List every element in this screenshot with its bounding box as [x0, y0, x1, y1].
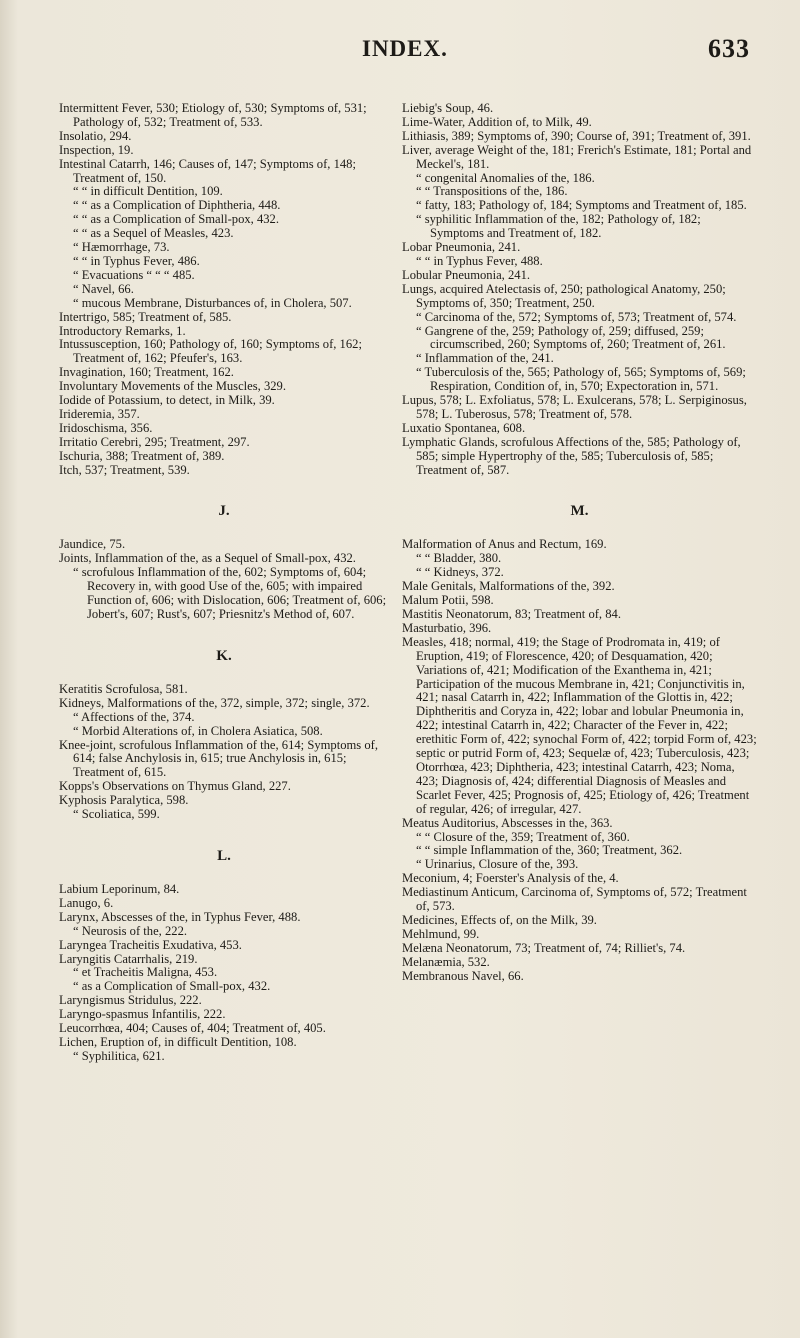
- index-entry: Irideremia, 357.: [59, 406, 140, 421]
- index-entry: Kyphosis Paralytica, 598.: [59, 793, 189, 808]
- index-block-l-continued: [402, 102, 757, 477]
- index-entry: “ Syphilitica, 621.: [73, 1048, 165, 1063]
- index-entry: Liebig's Soup, 46.: [402, 101, 494, 115]
- index-entry: Membranous Navel, 66.: [402, 968, 524, 983]
- index-entry: “ Carcinoma of the, 572; Symptoms of, 573; Treatment of, 574.: [416, 309, 737, 324]
- index-entry: Lobular Pneumonia, 241.: [402, 267, 531, 282]
- index-entry: “ Affections of the, 374.: [73, 709, 195, 724]
- index-entry: Lupus, 578; L. Exfoliatus, 578; L. Exulcerans, 578; L. Serpiginosus, 578; L. Tuberosus, 578; Treatment of, 578.: [402, 393, 747, 421]
- index-entry: Meatus Auditorius, Abscesses in the, 363.: [402, 815, 613, 830]
- index-entry: Lobar Pneumonia, 241.: [402, 240, 521, 255]
- index-entry: “ “ simple Inflammation of the, 360; Treatment, 362.: [416, 843, 683, 858]
- index-entry: Jaundice, 75.: [59, 537, 126, 552]
- index-entry: “ Scoliatica, 599.: [73, 807, 160, 822]
- index-entry: “ Gangrene of the, 259; Pathology of, 259; diffused, 259; circumscribed, 260; Symptoms of, 260; Treatment of, 261.: [416, 323, 726, 352]
- index-entry: Lithiasis, 389; Symptoms of, 390; Course of, 391; Treatment of, 391.: [402, 128, 751, 143]
- index-entry: Leucorrhœa, 404; Causes of, 404; Treatment of, 405.: [59, 1021, 326, 1036]
- index-entry: “ “ Bladder, 380.: [416, 551, 502, 566]
- index-entry: “ Morbid Alterations of, in Cholera Asiatica, 508.: [73, 723, 323, 738]
- index-entry: Kidneys, Malformations of the, 372, simple, 372; single, 372.: [59, 695, 370, 710]
- index-entry: “ “ Kidneys, 372.: [416, 565, 504, 580]
- index-entry: Inspection, 19.: [59, 142, 134, 157]
- index-entry: Lime-Water, Addition of, to Milk, 49.: [402, 114, 592, 129]
- index-entry: Laryngo-spasmus Infantilis, 222.: [59, 1007, 226, 1022]
- index-entry: Laryngitis Catarrhalis, 219.: [59, 951, 198, 966]
- index-entry: Joints, Inflammation of the, as a Sequel of Small-pox, 432.: [59, 551, 356, 566]
- index-entry: “ fatty, 183; Pathology of, 184; Symptoms and Treatment of, 185.: [416, 198, 747, 213]
- index-entry: Intussusception, 160; Pathology of, 160; Symptoms of, 162; Treatment of, 162; Pfeufer's, 163.: [59, 337, 362, 366]
- index-entry: Laryngea Tracheitis Exudativa, 453.: [59, 937, 242, 952]
- index-entry: Mediastinum Anticum, Carcinoma of, Symptoms of, 572; Treatment of, 573.: [402, 885, 747, 914]
- index-entry: Involuntary Movements of the Muscles, 329.: [59, 379, 287, 394]
- index-entry: Laryngismus Stridulus, 222.: [59, 993, 202, 1008]
- page-header: [0, 30, 800, 70]
- index-entry: “ “ as a Sequel of Measles, 423.: [73, 226, 234, 241]
- section-letter-m: M.: [570, 503, 589, 520]
- index-block-i: [59, 102, 389, 477]
- index-entry: “ “ Closure of the, 359; Treatment of, 360.: [416, 829, 630, 844]
- index-entry: Irritatio Cerebri, 295; Treatment, 297.: [59, 434, 250, 449]
- index-entry: Intermittent Fever, 530; Etiology of, 530; Symptoms of, 531; Pathology of, 532; Treatment of, 533.: [59, 101, 367, 129]
- index-entry: Kopps's Observations on Thymus Gland, 227.: [59, 779, 291, 794]
- section-letter-j: J.: [218, 503, 230, 520]
- index-entry: “ “ in Typhus Fever, 488.: [416, 253, 543, 268]
- index-entry: Labium Leporinum, 84.: [59, 881, 180, 896]
- index-entry: Keratitis Scrofulosa, 581.: [59, 681, 188, 696]
- index-entry: Melanæmia, 532.: [402, 954, 490, 969]
- index-entry: “ Tuberculosis of the, 565; Pathology of, 565; Symptoms of, 569; Respiration, Condition of, in, 570; Expectoration in, 571.: [416, 365, 746, 394]
- right-column: [402, 102, 757, 983]
- index-entry: “ scrofulous Inflammation of the, 602; Symptoms of, 604; Recovery in, with good Use of the, 605; with impaired Function of, 606; with Dislocation, 606; Treatment of, 606; Jobert's, 607; Rust's, 607; Priesnitz's Method of, 607.: [73, 565, 387, 621]
- index-entry: “ Navel, 66.: [73, 281, 134, 296]
- index-entry: Iodide of Potassium, to detect, in Milk, 39.: [59, 393, 275, 408]
- index-block-k: [59, 683, 389, 822]
- index-entry: Mehlmund, 99.: [402, 926, 480, 941]
- index-entry: “ “ in Typhus Fever, 486.: [73, 253, 200, 268]
- index-entry: Mastitis Neonatorum, 83; Treatment of, 84.: [402, 607, 621, 621]
- running-title: INDEX.: [362, 36, 448, 61]
- index-entry: “ “ as a Complication of Small-pox, 432.: [73, 212, 280, 227]
- index-entry: Liver, average Weight of the, 181; Frerich's Estimate, 181; Portal and Meckel's, 181.: [402, 142, 752, 171]
- index-entry: Masturbatio, 396.: [402, 620, 492, 635]
- index-entry: “ “ Transpositions of the, 186.: [416, 184, 568, 199]
- index-entry: Malum Potii, 598.: [402, 593, 494, 608]
- index-entry: Introductory Remarks, 1.: [59, 323, 186, 338]
- section-letter-l: L.: [217, 847, 231, 864]
- index-block-l: [59, 883, 389, 1064]
- index-entry: Lymphatic Glands, scrofulous Affections of the, 585; Pathology of, 585; simple Hypertrophy of the, 585; Tuberculosis of, 585; Treatment of, 587.: [402, 434, 741, 477]
- index-entry: Insolatio, 294.: [59, 128, 132, 143]
- section-letter-k: K.: [216, 647, 232, 664]
- index-entry: Iridoschisma, 356.: [59, 420, 153, 435]
- index-entry: “ “ as a Complication of Diphtheria, 448.: [73, 198, 281, 213]
- index-entry: Male Genitals, Malformations of the, 392.: [402, 579, 615, 594]
- index-entry: “ et Tracheitis Maligna, 453.: [73, 965, 218, 980]
- index-entry: Itch, 537; Treatment, 539.: [59, 462, 190, 477]
- index-block-m: [402, 538, 757, 983]
- index-entry: Measles, 418; normal, 419; the Stage of Prodromata in, 419; of Eruption, 419; of Florescence, 420; of Desquamation, 420; Variations of, 421; Modification of the Exanthema in, 421; Participation of the mucous Membrane in, 421; Conjunctivitis in, 421; nasal Catarrh in, 422; Inflammation of the Glottis in, 422; Diphtheritis and Coryza in, 422; lobar and lobular Pneumonia in, 422; intestinal Catarrh in, 422; Character of the Fever in, 422; erethitic Form of, 422; synochal Form of, 422; torpid Form of, 423; septic or putrid Form of, 423; Sequelæ of, 423; Tuberculosis, 423; Otorrhœa, 423; Diphtheria, 423; intestinal Catarrh, 423; Noma, 423; Diagnosis of, 424; differential Diagnosis of Measles and Scarlet Fever, 425; Prognosis of, 425; Etiology of, 426; Treatment of regular, 426; of irregular, 427.: [402, 634, 757, 816]
- index-entry: Luxatio Spontanea, 608.: [402, 420, 526, 435]
- index-entry: Lanugo, 6.: [59, 895, 114, 910]
- index-entry: Malformation of Anus and Rectum, 169.: [402, 537, 607, 552]
- index-entry: “ Urinarius, Closure of the, 393.: [416, 857, 579, 872]
- index-entry: Lichen, Eruption of, in difficult Dentition, 108.: [59, 1034, 297, 1049]
- index-entry: “ mucous Membrane, Disturbances of, in Cholera, 507.: [73, 295, 352, 310]
- index-entry: Melæna Neonatorum, 73; Treatment of, 74; Rilliet's, 74.: [402, 940, 686, 955]
- index-entry: “ syphilitic Inflammation of the, 182; Pathology of, 182; Symptoms and Treatment of, 182.: [416, 212, 701, 241]
- index-entry: “ “ in difficult Dentition, 109.: [73, 184, 223, 199]
- index-entry: Medicines, Effects of, on the Milk, 39.: [402, 912, 597, 927]
- index-entry: Knee-joint, scrofulous Inflammation of the, 614; Symptoms of, 614; false Anchylosis in, 615; true Anchylosis in, 615; Treatment of, 615.: [59, 737, 378, 780]
- index-entry: “ Inflammation of the, 241.: [416, 351, 554, 366]
- index-entry: “ Neurosis of the, 222.: [73, 923, 188, 938]
- index-entry: “ Evacuations “ “ “ 485.: [73, 267, 195, 282]
- index-entry: “ Hæmorrhage, 73.: [73, 240, 170, 255]
- index-entry: Lungs, acquired Atelectasis of, 250; pathological Anatomy, 250; Symptoms of, 350; Treatment, 250.: [402, 281, 726, 310]
- page-number: 633: [708, 34, 750, 63]
- left-column: [59, 102, 389, 1064]
- index-entry: “ as a Complication of Small-pox, 432.: [73, 979, 271, 994]
- index-entry: Larynx, Abscesses of the, in Typhus Fever, 488.: [59, 909, 301, 924]
- index-entry: Invagination, 160; Treatment, 162.: [59, 365, 234, 380]
- index-block-j: [59, 538, 389, 621]
- index-entry: Meconium, 4; Foerster's Analysis of the, 4.: [402, 871, 619, 886]
- index-entry: Intestinal Catarrh, 146; Causes of, 147; Symptoms of, 148; Treatment of, 150.: [59, 156, 356, 185]
- index-entry: “ congenital Anomalies of the, 186.: [416, 170, 595, 185]
- index-entry: Intertrigo, 585; Treatment of, 585.: [59, 309, 232, 324]
- index-entry: Ischuria, 388; Treatment of, 389.: [59, 448, 225, 463]
